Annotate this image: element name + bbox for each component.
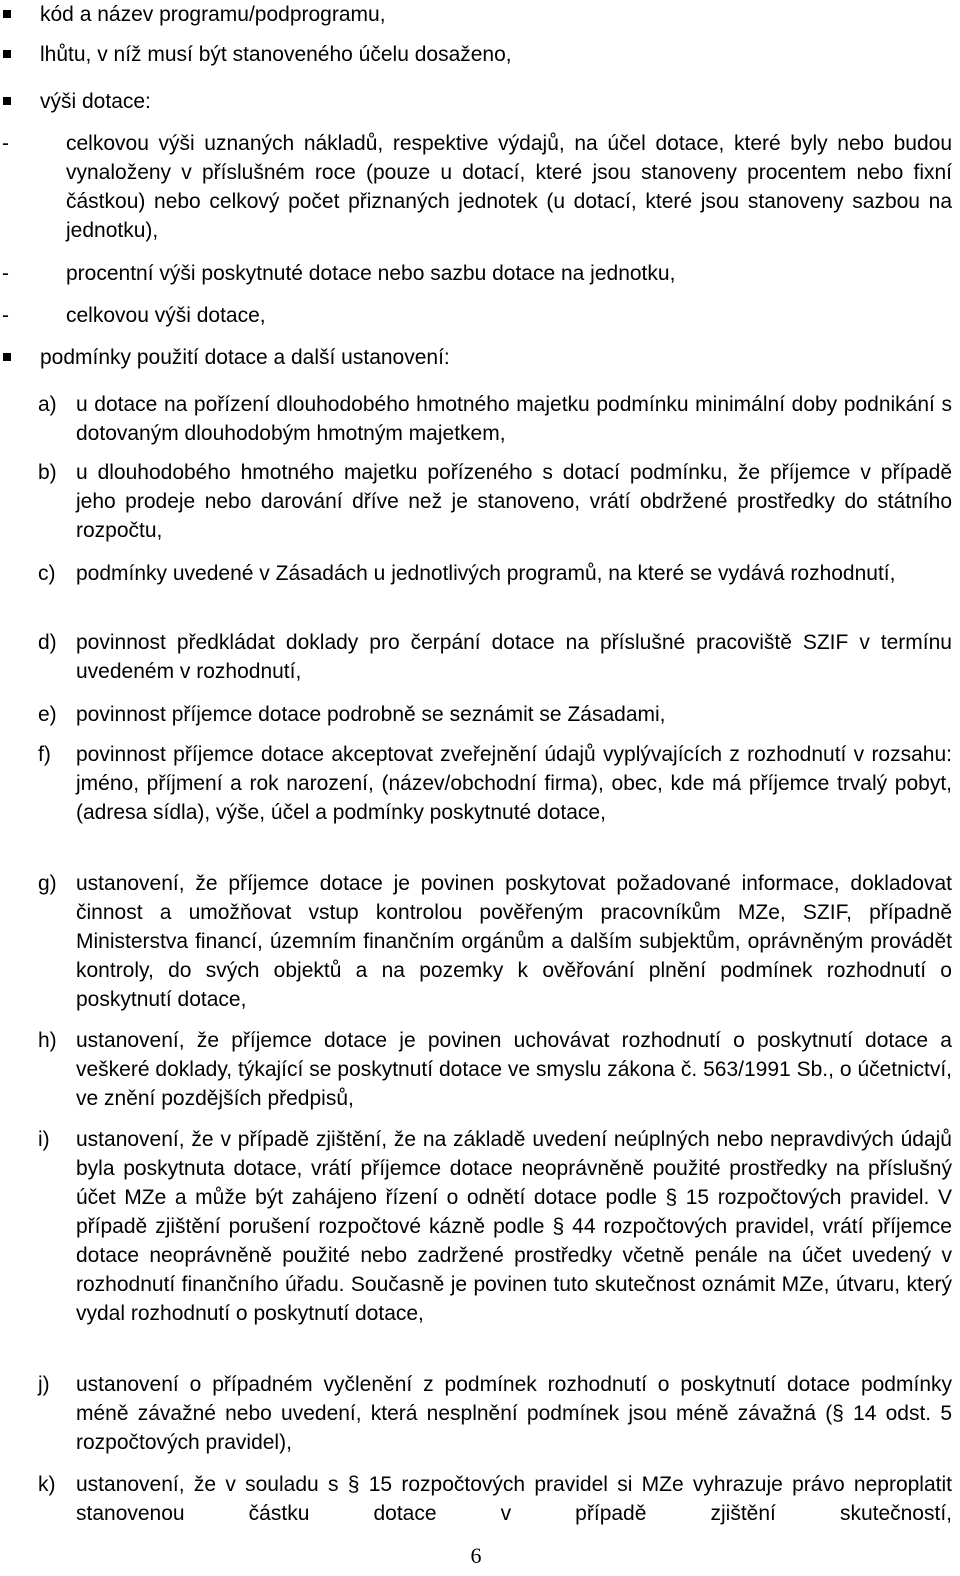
item-letter: e) bbox=[38, 703, 57, 726]
item-text: ustanovení, že v souladu s § 15 rozpočtových pravidel si MZe vyhrazuje právo neproplatit stanovenou částku dotace v případě zjištění skutečností, bbox=[76, 1473, 952, 1525]
item-text: u dotace na pořízení dlouhodobého hmotného majetku podmínku minimální doby podnikání s dotovaným dlouhodobým hmotným majetkem, bbox=[76, 393, 952, 445]
dash-text: celkovou výši uznaných nákladů, respektive výdajů, na účel dotace, které byly nebo budou vynaloženy v příslušném roce (pouze u dotací, které jsou stanoveny procentem nebo fixní částkou) nebo celkový počet přiznaných jednotek (u dotací, které jsou stanoveny sazbou na jednotku), bbox=[66, 132, 952, 242]
item-letter: h) bbox=[38, 1029, 57, 1052]
bullet-text: lhůtu, v níž musí být stanoveného účelu dosaženo, bbox=[40, 43, 512, 66]
item-text: povinnost předkládat doklady pro čerpání dotace na příslušné pracoviště SZIF v termínu uvedeném v rozhodnutí, bbox=[76, 631, 952, 683]
dash-text: celkovou výši dotace, bbox=[66, 304, 266, 327]
item-letter: c) bbox=[38, 562, 56, 585]
square-bullet-icon bbox=[3, 353, 11, 361]
item-text: ustanovení, že příjemce dotace je povinen poskytovat požadované informace, dokladovat činnost a umožňovat vstup kontrolou pověřeným pracovníkům MZe, SZIF, případně Ministerstva financí, územním finančním orgánům a dalším subjektům, oprávněným provádět kontroly, do svých objektů a na pozemky k ověřování plnění podmínek rozhodnutí o poskytnutí dotace, bbox=[76, 872, 952, 1011]
item-text: povinnost příjemce dotace podrobně se seznámit se Zásadami, bbox=[76, 703, 666, 726]
dash-marker: - bbox=[2, 262, 9, 285]
dash-marker: - bbox=[2, 132, 9, 155]
item-letter: b) bbox=[38, 461, 57, 484]
item-letter: i) bbox=[38, 1128, 50, 1151]
item-text: ustanovení o případném vyčlenění z podmínek rozhodnutí o poskytnutí dotace podmínky méně závažné nebo uvedení, která nesplnění podmínek jsou méně závažná (§ 14 odst. 5 rozpočtových pravidel), bbox=[76, 1373, 952, 1454]
square-bullet-icon bbox=[3, 97, 11, 105]
square-bullet-icon bbox=[3, 10, 11, 18]
item-letter: d) bbox=[38, 631, 57, 654]
dash-text: procentní výši poskytnuté dotace nebo sazbu dotace na jednotku, bbox=[66, 262, 676, 285]
item-text: ustanovení, že příjemce dotace je povinen uchovávat rozhodnutí o poskytnutí dotace a veškeré doklady, týkající se poskytnutí dotace ve smyslu zákona č. 563/1991 Sb., o účetnictví, ve znění pozdějších předpisů, bbox=[76, 1029, 952, 1110]
item-letter: f) bbox=[38, 743, 51, 766]
square-bullet-icon bbox=[3, 50, 11, 58]
item-text: povinnost příjemce dotace akceptovat zveřejnění údajů vyplývajících z rozhodnutí v rozsahu: jméno, příjmení a rok narození, (název/obchodní firma), obec, kde má příjemce trvalý pobyt, (adresa sídla), výše, účel a podmínky poskytnuté dotace, bbox=[76, 743, 952, 824]
conditions-heading: podmínky použití dotace a další ustanovení: bbox=[40, 346, 450, 369]
item-text: podmínky uvedené v Zásadách u jednotlivých programů, na které se vydává rozhodnutí, bbox=[76, 562, 896, 585]
item-text: u dlouhodobého hmotného majetku pořízeného s dotací podmínku, že příjemce v případě jeho prodeje nebo darování dříve než je stanoveno, vrátí obdržené prostředky do státního rozpočtu, bbox=[76, 461, 952, 542]
item-letter: k) bbox=[38, 1473, 56, 1496]
page-number: 6 bbox=[470, 1543, 482, 1568]
item-letter: a) bbox=[38, 393, 57, 416]
item-letter: g) bbox=[38, 872, 57, 895]
bullet-text: kód a název programu/podprogramu, bbox=[40, 3, 386, 26]
bullet-text: výši dotace: bbox=[40, 90, 151, 113]
item-text: ustanovení, že v případě zjištění, že na základě uvedení neúplných nebo nepravdivých údajů byla poskytnuta dotace, vrátí příjemce dotace neoprávněně použité prostředky na příslušný účet MZe a může být zahájeno řízení o odnětí dotace podle § 15 rozpočtových pravidel. V případě zjištění porušení rozpočtové kázně podle § 44 rozpočtových pravidel, vrátí příjemce dotace neoprávněně použité nebo zadržené prostředky včetně penále na účet uvedený v rozhodnutí finančního úřadu. Současně je povinen tuto skutečnost oznámit MZe, útvaru, který vydal rozhodnutí o poskytnutí dotace, bbox=[76, 1128, 952, 1325]
item-letter: j) bbox=[38, 1373, 50, 1396]
dash-marker: - bbox=[2, 304, 9, 327]
